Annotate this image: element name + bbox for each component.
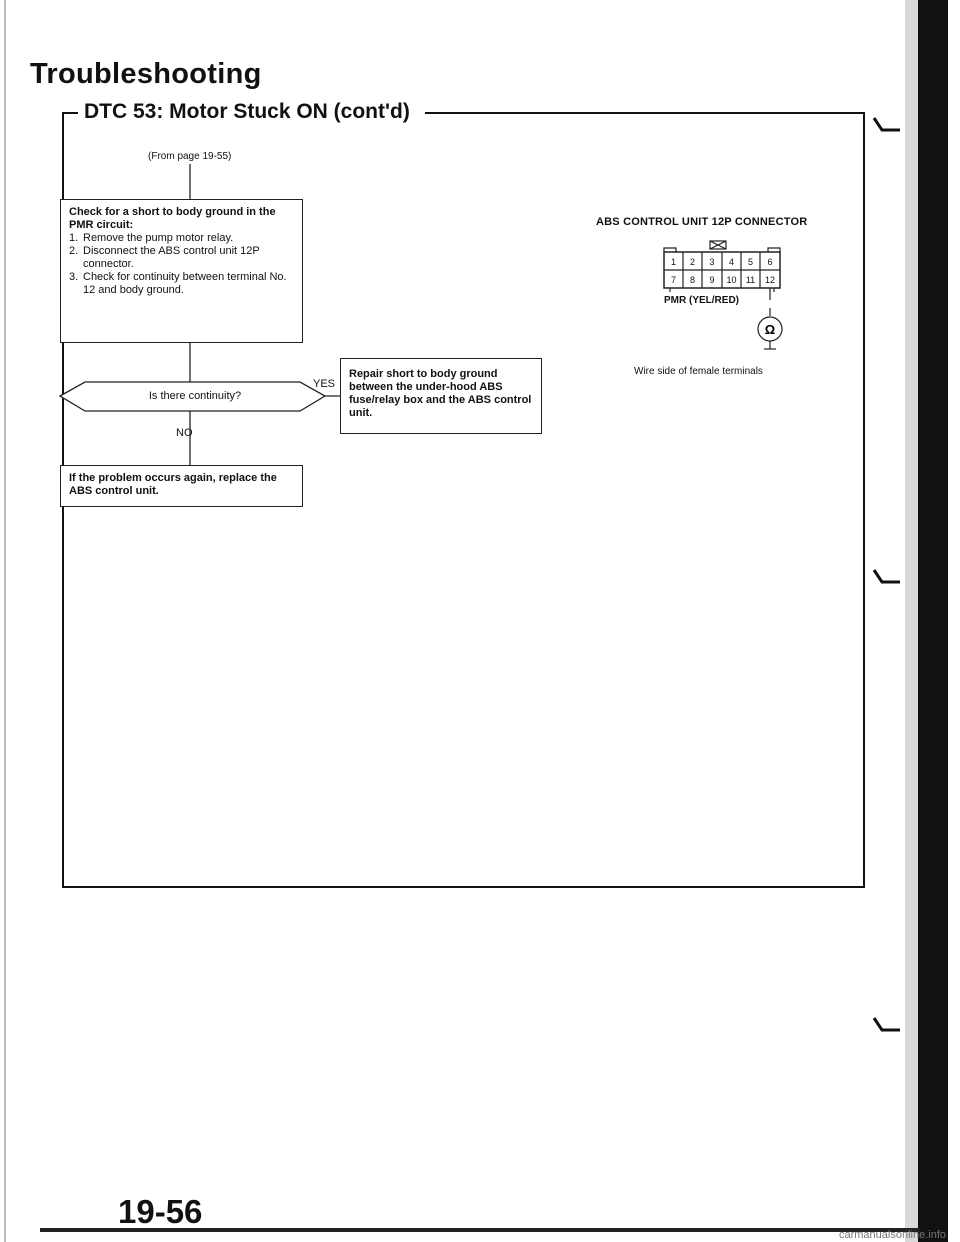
yes-label: YES <box>313 378 336 390</box>
check-step-item: 3. Check for continuity between terminal No. 12 and body ground. <box>69 271 287 296</box>
footer-watermark: carmanualsonline.info <box>838 1229 946 1241</box>
pin-label: PMR (YEL/RED) <box>664 295 739 306</box>
decision-question: Is there continuity? <box>148 390 242 402</box>
connector-pin: 6 <box>767 257 773 267</box>
check-step-heading: Check for a short to body ground in the PMR circuit: <box>69 206 276 231</box>
page-title: Troubleshooting <box>30 58 262 90</box>
connector-pin: 11 <box>745 275 756 285</box>
ohm-symbol: Ω <box>764 322 776 337</box>
page-tab-marks <box>870 0 920 1242</box>
left-edge-rule <box>4 0 6 1242</box>
check-step-item: 2. Disconnect the ABS control unit 12P connector. <box>69 245 260 270</box>
connector-pin: 10 <box>726 275 737 285</box>
no-label: NO <box>176 427 193 439</box>
connector-pin: 8 <box>689 275 696 285</box>
page-number: 19-56 <box>118 1193 203 1230</box>
connector-pin: 12 <box>764 275 776 285</box>
no-result-box: If the problem occurs again, replace the ABS control unit. <box>60 465 303 507</box>
connector-pin: 3 <box>709 257 715 267</box>
connector-pin: 2 <box>689 257 696 267</box>
from-page-reference: (From page 19-55) <box>148 151 232 162</box>
connector-pin: 9 <box>709 275 715 285</box>
connector-title: ABS CONTROL UNIT 12P CONNECTOR <box>596 216 808 228</box>
section-subtitle: DTC 53: Motor Stuck ON (cont'd) <box>78 100 416 124</box>
connector-pin: 1 <box>670 257 677 267</box>
yes-result-box: Repair short to body ground between the under-hood ABS fuse/relay box and the ABS control unit. <box>340 358 542 434</box>
connector-pin: 7 <box>670 275 677 285</box>
connector-pin: 4 <box>728 257 735 267</box>
check-step-list <box>69 232 294 297</box>
binding-edge-bar <box>918 0 948 1242</box>
check-step-item: 1. Remove the pump motor relay. <box>69 232 234 244</box>
check-step-box <box>60 199 303 343</box>
connector-caption: Wire side of female terminals <box>634 366 763 377</box>
connector-pin: 5 <box>747 257 754 267</box>
